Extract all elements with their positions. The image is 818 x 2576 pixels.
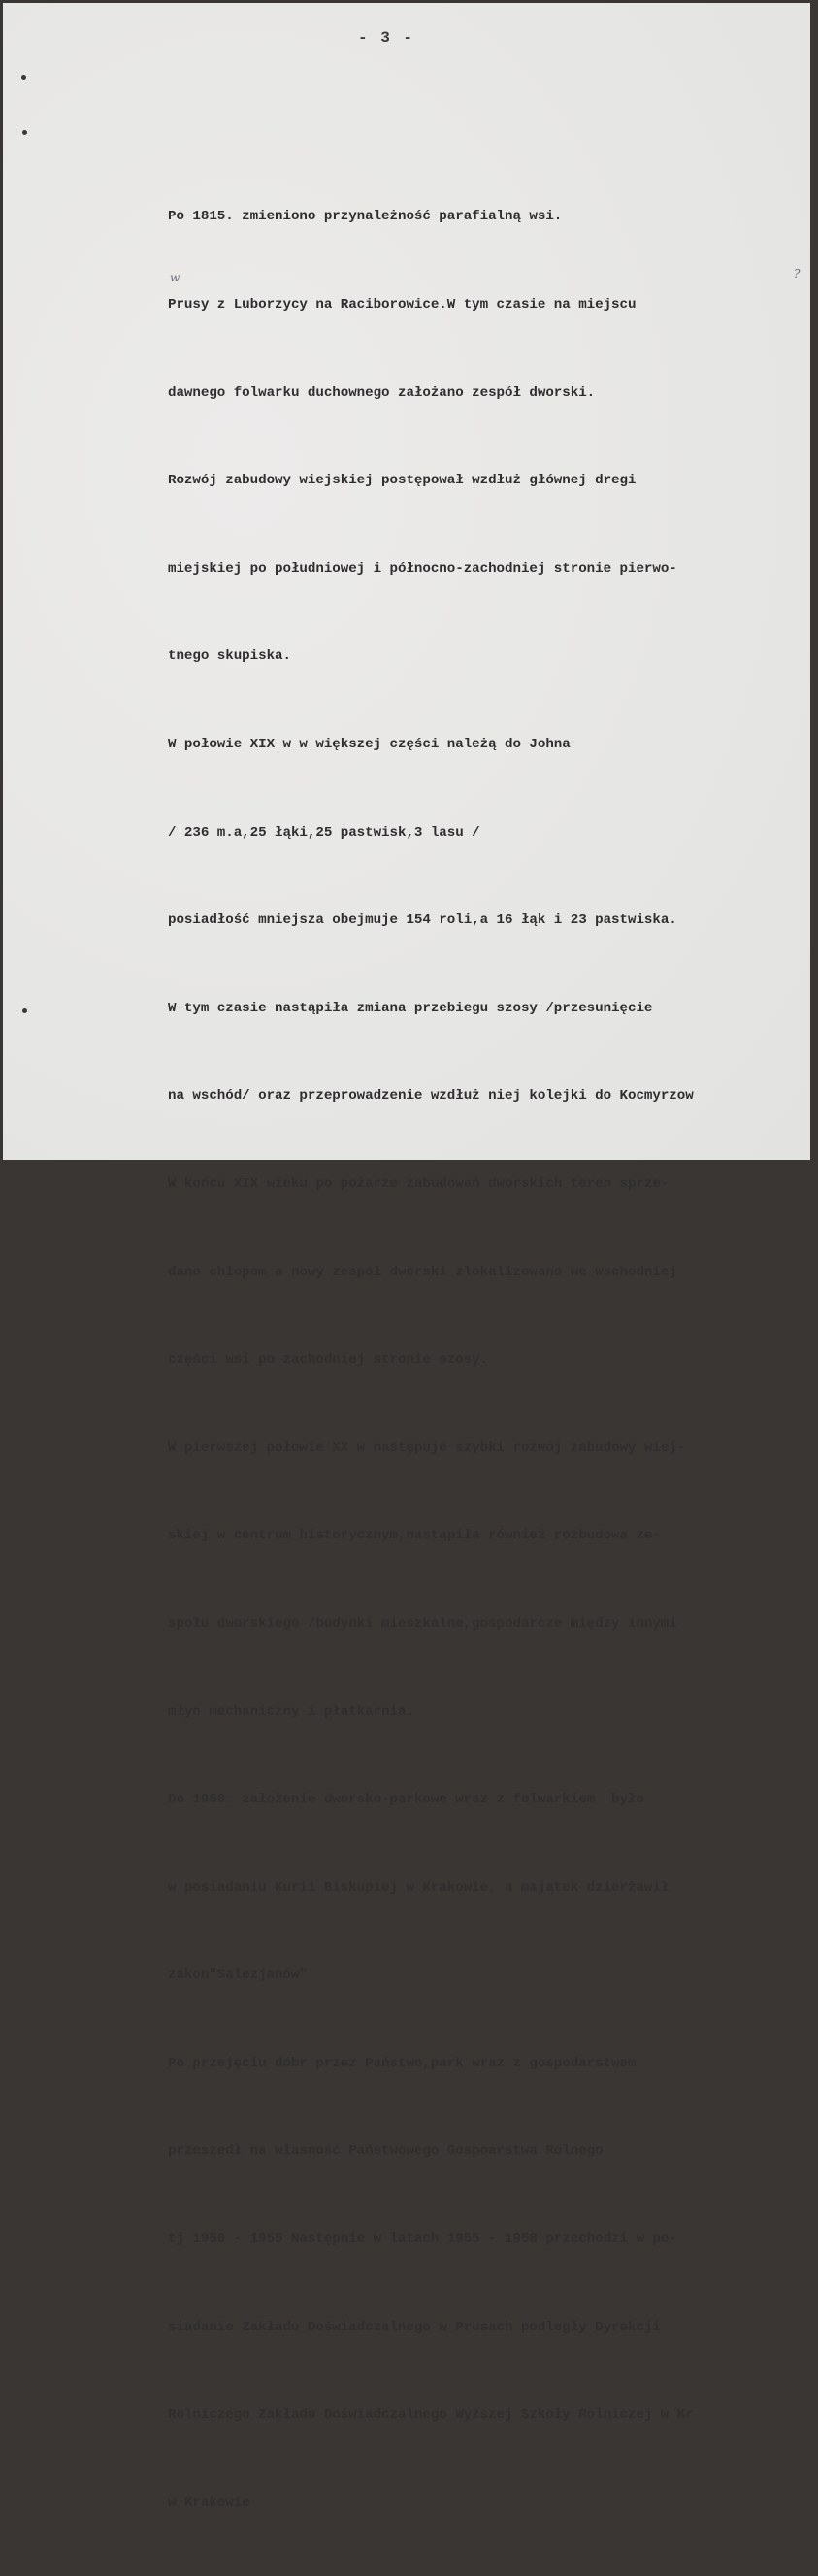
text-line: skiej w centrum historycznym,nastąpiła również rozbudowa ze- <box>168 1528 661 1544</box>
text-line: Prusy z Luborzycy na Raciborowice.W tym czasie na miejscu <box>168 297 637 313</box>
text-line: miejskiej po południowej i północno-zachodniej stronie pierwo- <box>168 560 677 577</box>
text-line: W pierwszej połowie XX w następuje szybki rozwój zabudowy wiej- <box>168 1439 686 1456</box>
text-line: posiadłość mniejsza obejmuje 154 roli,a 16 łąk i 23 pastwiska. <box>168 912 677 929</box>
text-line: W połowie XIX w w większej części należą do Johna <box>168 736 571 752</box>
text-line: tnego skupiska. <box>168 648 291 665</box>
text-line: przeszedł na własność Państwowego Gospoarstwa Rolnego <box>168 2143 604 2160</box>
text-line: społu dworskiego /budynki mieszkalne,gospodarcze między innymi <box>168 1615 677 1632</box>
text-line: na wschód/ oraz przeprowadzenie wzdłuż niej kolejki do Kocmyrzow <box>168 1088 694 1105</box>
punch-hole-mark <box>22 130 27 135</box>
handwritten-question-mark: ? <box>794 267 801 281</box>
text-line: Rozwój zabudowy wiejskiej postępował wzdłuż głównej dregi <box>168 473 637 489</box>
typewritten-body <box>168 144 818 2576</box>
text-line: w posiadaniu Kurii Biskupiej w Krakowie, a majątek dzierżawił <box>168 1879 670 1896</box>
text-line: Do 1950. założenie dworsko-parkowe wraz z folwarkiem było <box>168 1792 644 1808</box>
text-line: Po przejęciu dóbr przez Państwo,park wraz z gospodarstwem <box>168 2055 637 2071</box>
page-number: - 3 - <box>358 29 415 47</box>
text-line: dawnego folwarku duchownego założano zespół dworski. <box>168 384 596 401</box>
text-line: / 236 m.a,25 łąki,25 pastwisk,3 lasu / <box>168 824 480 841</box>
text-line: W końcu XIX wieku po pożarze zabudowań dworskich teren sprze- <box>168 1175 670 1192</box>
document-page <box>3 3 810 2511</box>
text-line: Rolniczego Zakładu Doświadczalnego Wyższej Szkoły Rolniczej w Kr <box>168 2407 694 2424</box>
text-line: Po 1815. zmieniono przynależność parafialną wsi. <box>168 209 563 225</box>
text-line: zakon"Salezjanów" <box>168 1967 308 1984</box>
punch-hole-mark <box>22 1008 27 1013</box>
punch-hole-mark <box>21 75 26 80</box>
text-line: W tym czasie nastąpiła zmiana przebiegu szosy /przesunięcie <box>168 1000 653 1016</box>
text-line: części wsi po zachodniej stronie szosy. <box>168 1352 489 1369</box>
handwritten-correction-w: w <box>170 271 180 284</box>
text-line: młyn mechaniczny i płatkarnia. <box>168 1703 414 1720</box>
text-line: dano chłopom a nowy zespół dworski zlokalizowano we wschodniej <box>168 1264 677 1280</box>
text-line: tj 1950 - 1955 Następnie w latach 1955 - 1958 przechodzi w po- <box>168 2231 677 2248</box>
text-line: siadanie Zakładu Doświadczalnego w Prusach podległy Dyrekcji <box>168 2319 661 2335</box>
text-line: w Krakowie <box>168 2494 250 2511</box>
